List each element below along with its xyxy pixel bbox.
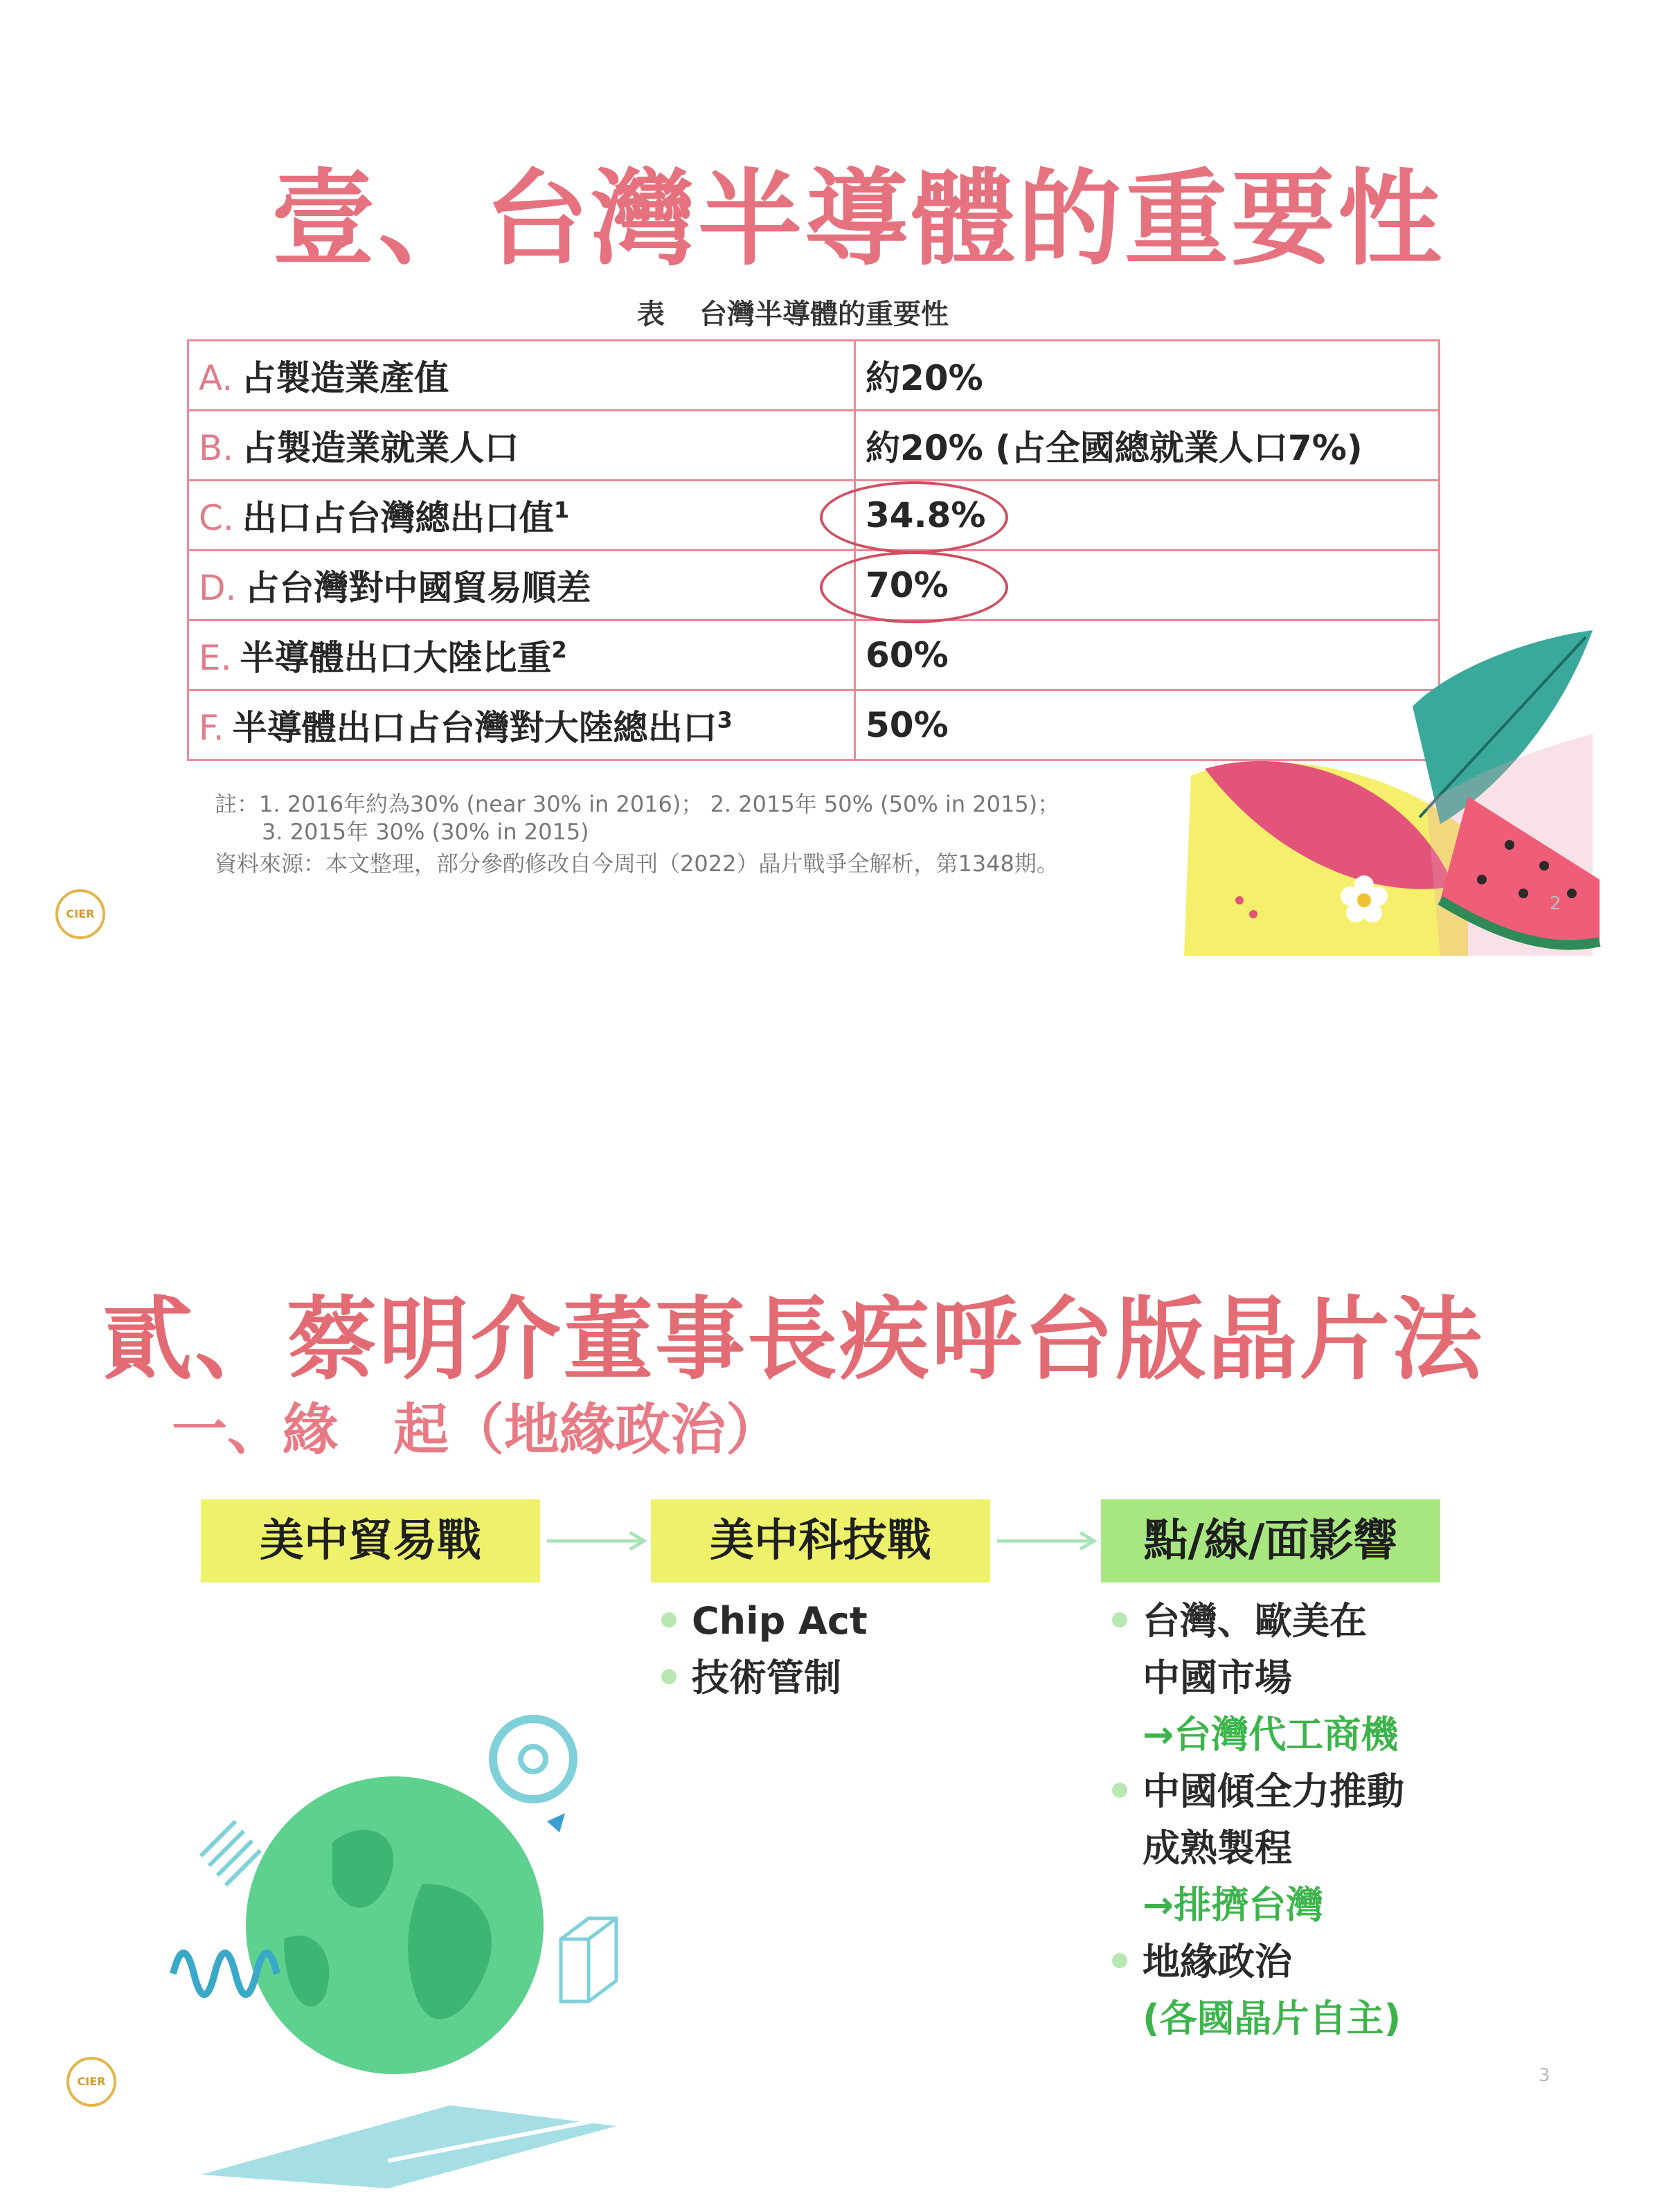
- row-value: 約20% (占全國總就業人口7%): [855, 411, 1440, 481]
- row-value: 60%: [855, 621, 1440, 690]
- highlight-circle: [820, 551, 1008, 623]
- arrow-right-icon: [997, 1531, 1101, 1551]
- table-row: [188, 551, 1440, 621]
- cier-logo: CIER: [66, 2057, 116, 2107]
- list-item: 成熟製程: [1143, 1826, 1292, 1870]
- row-label: D. 占台灣對中國貿易順差: [188, 551, 855, 621]
- slide-title: 貳、蔡明介董事長疾呼台版晶片法: [102, 1287, 1485, 1392]
- slide-2: [0, 0, 1666, 983]
- tech-war-bullets: [661, 1593, 868, 1706]
- table-row: [188, 341, 1440, 411]
- list-item: 中國市場: [1143, 1656, 1292, 1700]
- row-label: F. 半導體出口占台灣對大陸總出口$^3$: [188, 690, 855, 760]
- list-item: Chip Act: [661, 1593, 868, 1650]
- flow-box-trade-war: 美中貿易戰: [201, 1499, 540, 1582]
- table-note: 3. 2015年 30% (30% in 2015): [262, 819, 589, 845]
- list-item: (各國晶片自主): [1143, 1997, 1401, 2040]
- flow-box-tech-war: 美中科技戰: [651, 1499, 990, 1582]
- page-number: 3: [1539, 2065, 1550, 2086]
- list-item: 中國傾全力推動: [1112, 1763, 1404, 1820]
- slide-title: 壹、台灣半導體的重要性: [271, 159, 1445, 280]
- globe-illustration: [159, 1676, 658, 2188]
- list-item: →排擠台灣: [1143, 1883, 1324, 1927]
- row-label: C. 出口占台灣總出口值$^1$: [188, 481, 855, 551]
- highlight-circle: [820, 481, 1008, 553]
- table-row: [188, 411, 1440, 481]
- impact-bullets: [1112, 1593, 1404, 2047]
- list-item: 技術管制: [661, 1650, 868, 1706]
- page-number: 2: [1550, 893, 1561, 914]
- list-item: 地緣政治: [1112, 1934, 1404, 1990]
- caption-prefix: 表: [637, 298, 665, 330]
- row-label: B. 占製造業就業人口: [188, 411, 855, 481]
- watermelon-illustration: [1177, 623, 1606, 956]
- row-value: 50%: [855, 690, 1440, 760]
- source-note: 資料來源：本文整理，部分參酌修改自今周刊（2022）晶片戰爭全解析，第1348期。: [215, 850, 1059, 877]
- list-item: 台灣、歐美在: [1112, 1593, 1404, 1650]
- row-label: E. 半導體出口大陸比重$^2$: [188, 621, 855, 690]
- row-value: [855, 481, 1440, 551]
- slide-subtitle: 一、緣 起（地緣政治）: [172, 1398, 781, 1462]
- table-row: [188, 481, 1440, 551]
- table-caption: [637, 292, 949, 332]
- circled-value: 34.8%: [866, 495, 985, 535]
- list-item: →台灣代工商機: [1143, 1713, 1399, 1756]
- row-label: A. 占製造業產值: [188, 341, 855, 411]
- arrow-right-icon: [547, 1531, 651, 1551]
- row-value: 約20%: [855, 341, 1440, 411]
- cier-logo: CIER: [55, 889, 105, 939]
- row-value: [855, 551, 1440, 621]
- caption-text: 台灣半導體的重要性: [699, 298, 949, 330]
- circled-value: 70%: [866, 565, 949, 605]
- table-note: 註：1. 2016年約為30% (near 30% in 2016)； 2. 2015年 50% (50% in 2015)；: [215, 791, 1060, 817]
- flow-box-impact: 點/線/面影響: [1101, 1499, 1440, 1582]
- slide-3: [0, 1163, 1666, 2212]
